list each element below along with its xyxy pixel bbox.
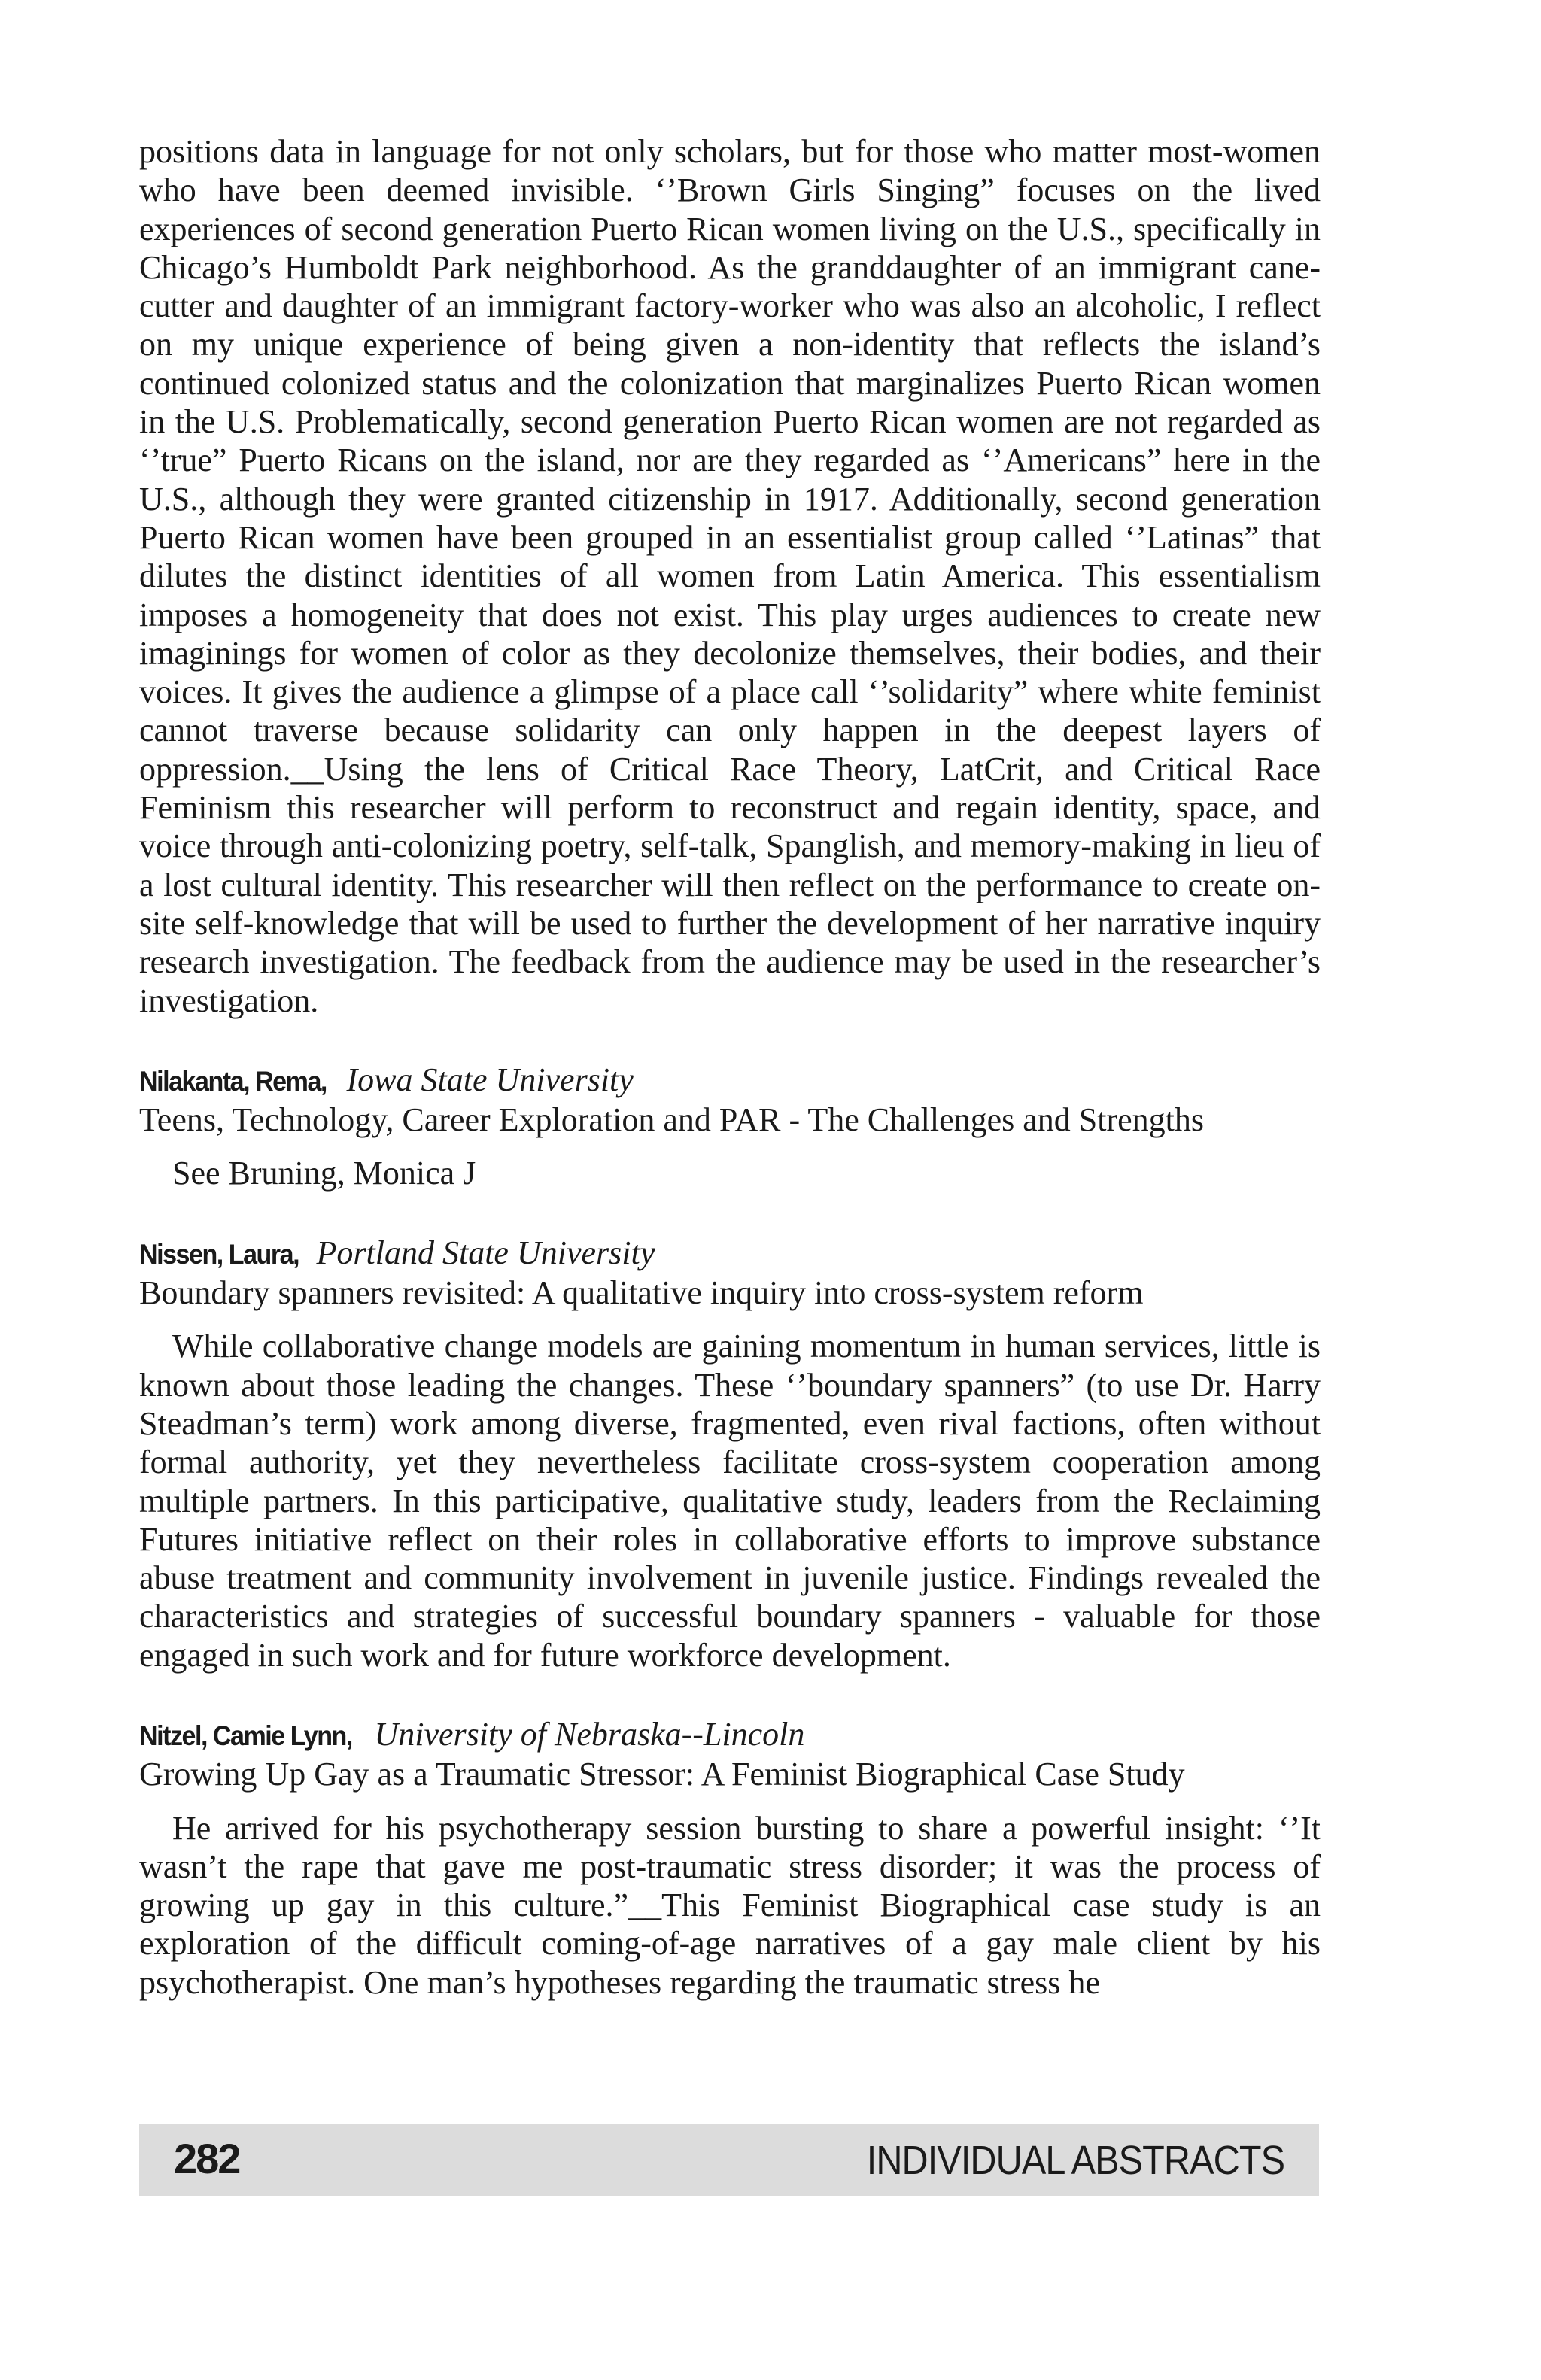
author-name: Nitzel, Camie Lynn, [139, 1720, 352, 1751]
abstract-title: Boundary spanners revisited: A qualitative inquiry into cross-system reform [139, 1274, 1144, 1312]
author-name: Nilakanta, Rema, [139, 1065, 327, 1097]
author-line [139, 1715, 1321, 1755]
abstract-body: While collaborative change models are gaining momentum in human services, little is known about those leading the changes. These ‘’boundary spanners” (to use Dr. Harry Steadman’s term) work among diverse, fragmented, even rival factions, often without formal authority, yet they nevertheless facilitate cross-system cooperation among multiple partners. In this participative, qualitative study, leaders from the Reclaiming Futures initiative reflect on their roles in collaborative efforts to improve substance abuse treatment and community involvement in juvenile justice. Findings revealed the characteristics and strategies of successful boundary spanners - valuable for those engaged in such work and for future workforce development. [139, 1328, 1321, 1674]
page-number: 282 [174, 2135, 240, 2182]
intro-paragraph: positions data in language for not only scholars, but for those who matter most-women who have been deemed invisible. ‘’Brown Girls Singing” focuses on the lived experiences of second generation Puerto Rican women living on the U.S., specifically in Chicago’s Humboldt Park neighborhood. As the granddaughter of an immigrant cane-cutter and daughter of an immigrant factory-worker who was also an alcoholic, I reflect on my unique experience of being given a non-identity that reflects the island’s continued colonized status and the colonization that marginalizes Puerto Rican women in the U.S. Problematically, second generation Puerto Rican women are not regarded as ‘’true” Puerto Ricans on the island, nor are they regarded as ‘’Americans” here in the U.S., although they were granted citizenship in 1917. Additionally, second generation Puerto Rican women have been grouped in an essentialist group called ‘’Latinas” that dilutes the distinct identities of all women from Latin America. This essentialism imposes a homogeneity that does not exist. This play urges audiences to create new imaginings for women of color as they decolonize themselves, their bodies, and their voices. It gives the audience a glimpse of a place call ‘’solidarity” where white feminist cannot traverse because solidarity can only happen in the deepest layers of oppression.__Using the lens of Critical Race Theory, LatCrit, and Critical Race Feminism this researcher will perform to reconstruct and regain identity, space, and voice through anti-colonizing poetry, self-talk, Spanglish, and memory-making in lieu of a lost cultural identity. This researcher will then reflect on the performance to create on-site self-knowledge that will be used to further the development of her narrative inquiry research investigation. The feedback from the audience may be used in the researcher’s investigation. [139, 133, 1321, 1019]
abstract-body: He arrived for his psychotherapy session bursting to share a powerful insight: ‘’It wasn’t the rape that gave me post-traumatic stress disorder; it was the process of growing up gay in this culture.”__This Feminist Biographical case study is an exploration of the difficult coming-of-age narratives of a gay male client by his psychotherapist. One man’s hypotheses regarding the traumatic stress he [139, 1809, 1321, 2001]
author-line [139, 1061, 1321, 1100]
author-affiliation: University of Nebraska--Lincoln [374, 1715, 805, 1753]
abstract-entry-nitzel [139, 1715, 1321, 2002]
author-affiliation: Iowa State University [346, 1061, 634, 1098]
author-name: Nissen, Laura, [139, 1238, 299, 1270]
page-footer [139, 2124, 1319, 2196]
author-affiliation: Portland State University [316, 1234, 655, 1271]
abstract-title: Growing Up Gay as a Traumatic Stressor: A Feminist Biographical Case Study [139, 1756, 1185, 1793]
running-head: INDIVIDUAL ABSTRACTS [866, 2138, 1284, 2183]
abstract-entry-nilakanta [139, 1061, 1321, 1193]
author-line [139, 1234, 1321, 1273]
abstract-entry-nissen [139, 1234, 1321, 1674]
abstract-title: Teens, Technology, Career Exploration and PAR - The Challenges and Strengths [139, 1101, 1205, 1139]
cross-reference: See Bruning, Monica J [172, 1155, 476, 1192]
document-page [139, 132, 1321, 2002]
